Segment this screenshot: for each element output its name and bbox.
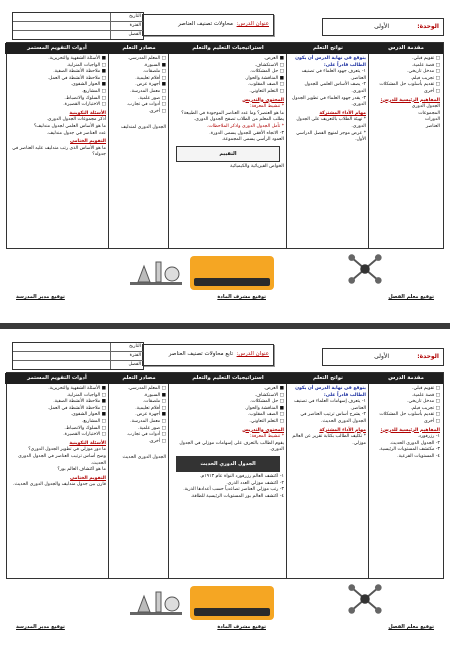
unit-label: الوحدة: xyxy=(417,23,439,30)
lesson-plan-page-2 xyxy=(6,336,444,636)
outcome-item: ١- يتعرف جهود العلماء في تصنيف العناصر. xyxy=(301,69,366,81)
molecule-icon xyxy=(346,580,384,618)
assessment-header: أدوات التقويم المستمر xyxy=(5,373,109,384)
concept-term: الدورات xyxy=(424,117,440,123)
assessment-column xyxy=(5,43,109,248)
concept-term: ١- رزرفورد. xyxy=(417,434,440,440)
formative-question: ما هو اكتشاف العالم بور؟ xyxy=(57,467,106,473)
brand-logo xyxy=(190,586,274,620)
final-heading: التقويم الختامي xyxy=(70,139,106,145)
resource-item: □ معمل المدرسة. xyxy=(112,419,166,426)
plan-grid xyxy=(6,42,444,249)
resource-item: ■ السبورة. xyxy=(112,63,166,70)
intro-item: □ قصة علمية. xyxy=(372,393,440,400)
unit-box xyxy=(322,348,444,366)
outcomes-tasks-heading: مهام الأداء المشتركة xyxy=(319,427,366,433)
assessment-item: □ المشاريع. xyxy=(8,89,106,96)
intro-item: □ تقديم بأسلوب حل المشكلات xyxy=(372,412,440,419)
strategy-item: □ الاستكشاف. xyxy=(172,393,284,400)
outcome-item: ٢- يصف الأساس العلمي للجدول الدوري. xyxy=(304,82,366,94)
assessment-column xyxy=(5,373,109,578)
content-heading: المحتوى والتدريس xyxy=(242,97,284,103)
assessment-item: □ السلوك والانضباط. xyxy=(8,96,106,103)
assessment-item: □ الاختبارات القصيرة. xyxy=(8,432,106,439)
resources-column xyxy=(108,43,169,248)
content-line: ٣- رتب موزلي العناصر تصاعدياً حسب أعدادها الذرية. xyxy=(183,487,284,493)
concept-term: ٤- المستويات الفرعية. xyxy=(397,453,440,459)
resource-item: □ أفلام تعليمية. xyxy=(112,76,166,83)
date-label: التاريخ xyxy=(110,343,143,351)
intro-item: □ تجريب فيلم. xyxy=(372,76,440,83)
formative-question: أذكر مجموعات الجدول الدوري. xyxy=(46,117,106,123)
assessment-item: ■ ملاحظة الأنشطة الصفية. xyxy=(8,69,106,76)
outcome-item: ١- يتعرف إسهامات العلماء في تصنيف العناصر. xyxy=(294,399,366,411)
concept-term: الجدول الدوري xyxy=(411,104,440,110)
assessment-item: □ الاختبارات القصيرة. xyxy=(8,102,106,109)
assessment-item: ■ الحوار الشفوي. xyxy=(8,412,106,419)
outcomes-column xyxy=(286,373,369,578)
assessment-item: ■ الأسئلة الشفهية والتحريرية. xyxy=(8,386,106,393)
resources-header: مصادر التعلم xyxy=(109,373,169,384)
formative-heading: الأسئلة التكوينية xyxy=(69,110,106,116)
period-label: الفترة xyxy=(110,22,143,30)
lesson-title-value: محاولات تصنيف العناصر xyxy=(178,21,233,27)
page-divider xyxy=(0,323,450,329)
lesson-title-value: تابع محاولات تصنيف العناصر xyxy=(168,351,233,357)
resource-item: ■ السبورة. xyxy=(112,393,166,400)
formative-question: وضح أساس ترتيب العناصر في الجدول الدوري الحديث. xyxy=(18,453,106,466)
outcomes-column xyxy=(286,43,369,248)
assessment-item: □ ملاحظة الأنشطة في العمل. xyxy=(8,406,106,413)
lesson-plan-page-1 xyxy=(6,6,444,306)
plan-grid xyxy=(6,372,444,579)
resource-item: ■ أجهزة عرض. xyxy=(112,82,166,89)
task-item: * تهيئة الطلاب بالتعريف على الجدول الدوري. xyxy=(296,117,366,129)
resource-item: □ صور علمية. xyxy=(112,96,166,103)
content-line: ٣- الاتجاه الأفقي للجدول يسمى الدورة. xyxy=(209,130,284,136)
evaluation-board xyxy=(176,146,280,162)
board-label: الجدول الدوري الحديث xyxy=(200,460,256,467)
lab-equipment-icon xyxy=(126,584,186,618)
lab-equipment-icon xyxy=(126,254,186,288)
lesson-title-box xyxy=(142,344,274,366)
concept-term: العناصر xyxy=(425,123,440,129)
assessment-item: □ المشاريع. xyxy=(8,419,106,426)
concept-term: المجموعات xyxy=(418,110,440,116)
final-question: ما هو الأساس الذي رتب مندليف عليه العناصر في جدوله؟ xyxy=(12,145,106,158)
intro-column xyxy=(368,43,443,248)
intro-column xyxy=(368,373,443,578)
intro-concepts-heading: المفاهيم الرئيسية للدرس: xyxy=(380,97,440,103)
content-line: يقوم الطالب بالتعرف على إسهامات موزلي في الجدول الدوري. xyxy=(179,440,284,453)
content-line: ٢- اكتشف موزلي العدد الذري. xyxy=(226,480,284,486)
content-line: * تنشيط المعرفة: xyxy=(249,104,284,110)
unit-box xyxy=(322,18,444,36)
outcomes-tasks-heading: مهام الأداء المشتركة xyxy=(319,110,366,116)
strategies-header: استراتيجيات التعليم والتعلم xyxy=(169,373,287,384)
intro-item: □ أخرى xyxy=(372,419,440,426)
intro-item: □ تقويم قبلي. xyxy=(372,386,440,393)
strategy-item: □ التعلم التعاوني. xyxy=(172,419,284,426)
board-caption: الخواص الفيزيائية والكيميائية xyxy=(230,163,284,169)
assessment-header: أدوات التقويم المستمر xyxy=(5,43,109,54)
resource-item: □ أخرى. xyxy=(112,109,166,116)
unit-value: الأولى xyxy=(374,23,389,30)
strategy-item: ■ المناقشة والحوار. xyxy=(172,76,284,83)
period-label: الفترة xyxy=(110,352,143,360)
supervisor-signature: توقيع مشرف المادة xyxy=(217,624,266,630)
outcomes-header: نواتج التعلم xyxy=(287,43,369,54)
lesson-title-box xyxy=(142,14,274,36)
resources-header: مصادر التعلم xyxy=(109,43,169,54)
resource-item: □ ملصقات. xyxy=(112,399,166,406)
intro-item: □ أخرى xyxy=(372,89,440,96)
resource-note: الجدول الدوري لمندليف xyxy=(120,125,166,131)
date-table xyxy=(12,342,144,370)
content-line: ١- اكتشف العالم رزرفورد النواة عام ١٩١٣م. xyxy=(199,473,284,479)
intro-item: □ تقديم بأسلوب حل المشكلات xyxy=(372,82,440,89)
outcome-item: ٢- يشرح أساس ترتيب العناصر في الجدول الدوري الحديث. xyxy=(300,412,366,424)
strategy-item: ■ المناقشة والحوار. xyxy=(172,406,284,413)
lesson-title-label: عنوان الدرس: xyxy=(236,21,269,27)
teacher-signature: توقيع معلم الفصل xyxy=(388,624,434,630)
page-header xyxy=(6,336,444,370)
content-line: * تأمل الجدول الدوري واذكر الملاحظات. xyxy=(206,123,284,129)
intro-header: مقدمة الدرس xyxy=(369,373,443,384)
unit-value: الأولى xyxy=(374,353,389,360)
resource-item: ■ أجهزة عرض. xyxy=(112,412,166,419)
intro-concepts-heading: المفاهيم الرئيسية للدرس: xyxy=(380,427,440,433)
strategy-item: □ الاستكشاف. xyxy=(172,63,284,70)
formative-question: عدد العناصر في جدول مندليف. xyxy=(46,130,106,136)
resource-item: □ أدوات في تجارب. xyxy=(112,432,166,439)
brand-logo xyxy=(190,256,274,290)
resource-item: □ أدوات في تجارب. xyxy=(112,102,166,109)
strategy-item: □ حل المشكلات. xyxy=(172,69,284,76)
strategies-column xyxy=(168,373,287,578)
intro-item: □ مدخل تاريخي. xyxy=(372,69,440,76)
resource-item: □ صور علمية. xyxy=(112,426,166,433)
strategy-item: □ الصف المقلوب. xyxy=(172,82,284,89)
signature-footer xyxy=(6,580,444,636)
assessment-item: □ السلوك والانضباط. xyxy=(8,426,106,433)
class-label: الفصل xyxy=(110,361,143,369)
outcome-item: ٣- يقدر جهود العلماء في تطوير الجدول الدوري. xyxy=(292,95,366,108)
concept-term: ٢- الجدول الدوري الحديث. xyxy=(389,440,440,446)
concept-term: ٣- مكتشف المستويات الرئيسية. xyxy=(378,447,440,453)
final-heading: التقويم الختامي xyxy=(70,475,106,481)
strategy-item: □ التعلم التعاوني. xyxy=(172,89,284,96)
teacher-signature: توقيع معلم الفصل xyxy=(388,294,434,300)
resource-item: □ ملصقات. xyxy=(112,69,166,76)
resource-item: □ المعلم المدرسي. xyxy=(112,56,166,63)
periodic-table-board xyxy=(176,456,280,472)
intro-item: □ مدخل تاريخي. xyxy=(372,399,440,406)
strategy-item: □ الصف المقلوب. xyxy=(172,412,284,419)
assessment-item: ■ الحوار الشفوي. xyxy=(8,82,106,89)
strategy-item: ■ العرض. xyxy=(172,56,284,63)
resource-item: □ معمل المدرسة. xyxy=(112,89,166,96)
supervisor-signature: توقيع مشرف المادة xyxy=(217,294,266,300)
outcome-item: يتوقع في نهاية الدرس أن يكون الطالب قادراً على: xyxy=(295,56,366,68)
task-item: * تكليف الطالب بكتابة تقرير عن العالم موزلي. xyxy=(292,434,366,446)
assessment-item: ■ الأسئلة الشفهية والتحريرية. xyxy=(8,56,106,63)
assessment-item: ■ ملاحظة الأنشطة الصفية. xyxy=(8,399,106,406)
formative-question: ما هو الأساس العلمي لجدول مندليف؟ xyxy=(33,123,106,129)
principal-signature: توقيع مدير المدرسة xyxy=(16,624,65,630)
task-item: * عرض موجز لمنهج الفصل الدراسي الأول. xyxy=(296,130,366,143)
assessment-item: □ الواجبات المنزلية. xyxy=(8,393,106,400)
lesson-title-label: عنوان الدرس: xyxy=(236,351,269,357)
intro-header: مقدمة الدرس xyxy=(369,43,443,54)
intro-item: □ تقويم قبلي. xyxy=(372,56,440,63)
date-label: التاريخ xyxy=(110,13,143,21)
resource-note: الجدول الدوري الحديث xyxy=(122,455,166,461)
resources-column xyxy=(108,373,169,578)
strategies-header: استراتيجيات التعليم والتعلم xyxy=(169,43,287,54)
content-heading: المحتوى والتدريس xyxy=(242,427,284,433)
class-label: الفصل xyxy=(110,31,143,39)
strategies-column xyxy=(168,43,287,248)
molecule-icon xyxy=(346,250,384,288)
unit-label: الوحدة: xyxy=(417,353,439,360)
strategy-item: ■ العرض. xyxy=(172,386,284,393)
content-line: ما هو العنصر؟ وما عدد العناصر الموجودة في الطبيعة؟ xyxy=(181,110,284,116)
board-label: التقييم xyxy=(219,150,237,157)
final-question: قارن بين جدول مندليف والجدول الدوري الحديث. xyxy=(13,482,106,488)
content-line: العمود الرأسي يسمى المجموعة. xyxy=(221,137,284,143)
strategy-item: □ حل المشكلات. xyxy=(172,399,284,406)
resource-item: □ أفلام تعليمية. xyxy=(112,406,166,413)
intro-item: □ قصة علمية. xyxy=(372,63,440,70)
content-line: ٤- اكتشف العالم بور المستويات الرئيسية للطاقة. xyxy=(190,493,284,499)
date-table xyxy=(12,12,144,40)
page-header xyxy=(6,6,444,40)
principal-signature: توقيع مدير المدرسة xyxy=(16,294,65,300)
assessment-item: □ الواجبات المنزلية. xyxy=(8,63,106,70)
content-line: * تنشيط المعرفة: xyxy=(249,434,284,440)
formative-heading: الأسئلة التكوينية xyxy=(69,440,106,446)
resource-item: □ المعلم المدرسي. xyxy=(112,386,166,393)
outcome-item: يتوقع في نهاية الدرس أن يكون الطالب قادراً على: xyxy=(295,386,366,398)
assessment-item: □ ملاحظة الأنشطة في العمل. xyxy=(8,76,106,83)
intro-item: □ تجريب فيلم. xyxy=(372,406,440,413)
resource-item: □ أخرى. xyxy=(112,439,166,446)
formative-question: ما دور موزلي في تطوير الجدول الدوري؟ xyxy=(28,447,106,453)
content-line: يطلب المعلم من الطلاب تصفح الجدول الدوري. xyxy=(193,117,284,123)
outcomes-header: نواتج التعلم xyxy=(287,373,369,384)
signature-footer xyxy=(6,250,444,306)
